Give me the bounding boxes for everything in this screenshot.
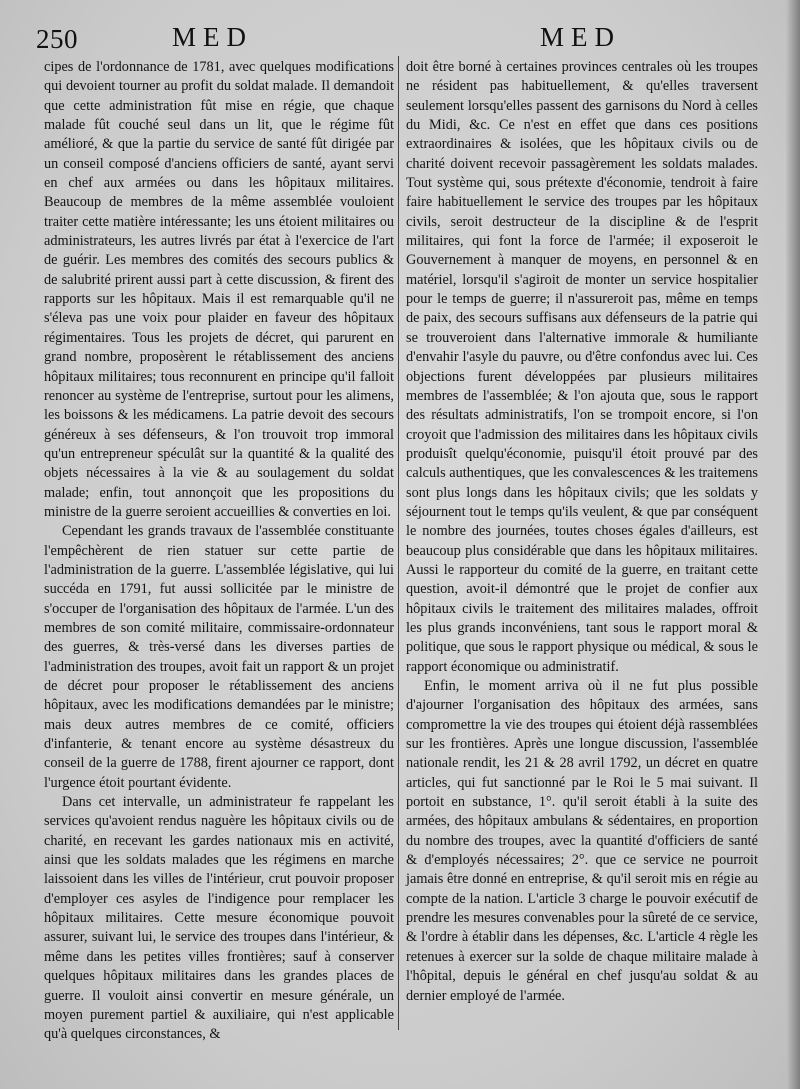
- paragraph: Enfin, le moment arriva où il ne fut plus possible d'ajourner l'organisation des hôpitaux des armées, sans compromettre la vie des troupes qui étoient déjà rassemblées sur les frontières. Après une longue discussion, l'assemblée nationale rendit, les 21 & 28 avril 1792, un décret en quatre articles, qui fut sanctionné par le Roi le 5 mai suivant. Il portoit en substance, 1°. qu'il seroit établi à la suite des armées, des hôpitaux ambulans & sédentaires, en proportion du nombre des troupes, avec la quantité d'officiers de santé & d'employés nécessaires; 2°. que ce service ne pourroit jamais être donné en entreprise, & qu'il seroit mis en régie au compte de la nation. L'article 3 charge le pouvoir exécutif de prendre les mesures convenables pour la sûreté de ce service, & l'ordre à établir dans les dépenses, &c. L'article 4 règle les retenues à exercer sur la solde de chaque militaire malade à l'hôpital, depuis le général en chef jusqu'au soldat & au dernier employé de l'armée.: [406, 678, 758, 1004]
- left-column: [44, 58, 394, 1045]
- page-number: 250: [36, 24, 78, 54]
- right-column: [406, 58, 758, 1006]
- paragraph: doit être borné à certaines provinces centrales où les troupes ne résident pas habituellement, & qu'elles traversent seulement lorsqu'elles passent des garnisons du Nord à celles du Midi, &c. Ce n'est en effet que dans ces positions extraordinaires & isolées, que les hôpitaux civils ou de charité doivent recevoir passagèrement les soldats malades. Tout système qui, sous prétexte d'économie, tendroit à faire faire habituellement le service des troupes par les hôpitaux civils, seroit destructeur de la discipline & de l'esprit militaires, qui font la force de l'armée; il exposeroit le Gouvernement à manquer de moyens, en personnel & en matériel, lorsqu'il s'agiroit de monter un service hospitalier pour le temps de guerre; il n'assureroit pas, même en temps de paix, des secours suffisans aux défenseurs de la patrie qui se trouveroient dans l'alternative immorale & humiliante d'envahir l'asyle du pauvre, ou d'être confondus avec lui. Ces objections furent développées par plusieurs militaires membres de l'assemblée; & l'on ajouta que, sous le rapport des résultats administratifs, l'on se trompoit encore, si l'on croyoit que l'admission des militaires dans les hôpitaux civils produisît quelqu'économie, puisqu'il étoit prouvé par des calculs authentiques, que les convalescences & les traitemens sont plus longs dans les hôpitaux civils; que les soldats y séjournent tout le temps qu'ils veulent, & que par conséquent le nombre des journées, toutes choses égales d'ailleurs, est beaucoup plus considérable que dans les hôpitaux militaires. Aussi le rapporteur du comité de la guerre, en traitant cette question, avoit-il démontré que le projet de confier aux hôpitaux civils le traitement des militaires malades, offroit les plus grands inconvéniens, tant sous le rapport moral & politique, que sous le rapport physique ou médical, & sous le rapport économique ou administratif.: [406, 59, 758, 675]
- paragraph: Cependant les grands travaux de l'assemblée constituante l'empêchèrent de rien statuer sur cette partie de l'administration de la guerre. L'assemblée législative, qui lui succéda en 1791, fut aussi sollicitée par le ministre de s'occuper de l'organisation des hôpitaux de l'armée. L'un des membres de son comité militaire, commissaire-ordonnateur des guerres, & très-versé dans les diverses parties de l'administration des troupes, avoit fait un rapport & un projet de décret pour proposer le rétablissement des anciens hôpitaux, avec les modifications demandées par le ministre; mais deux autres membres de ce comité, officiers d'infanterie, & tenant encore au système désastreux du conseil de la guerre de 1788, firent ajourner ce rapport, dont l'urgence étoit pourtant évidente.: [44, 523, 394, 791]
- page-edge-shadow: [786, 0, 800, 1089]
- running-head-left: MED: [172, 22, 253, 52]
- running-head-right: MED: [540, 22, 621, 52]
- paragraph: cipes de l'ordonnance de 1781, avec quelques modifications qui devoient tourner au profit du soldat malade. Il demandoit que cette administration fût mise en régie, que chaque malade fût couché seul dans un lit, que le régime fût amélioré, & que la partie du service de santé fût dirigée par un conseil composé d'anciens officiers de santé, ayant servi en chef aux armées ou dans les hôpitaux militaires. Beaucoup de membres de la même assemblée vouloient traiter cette matière intéressante; les uns étoient militaires ou administrateurs, les autres livrés par état à l'exercice de l'art de guérir. Les membres des comités des secours publics & de salubrité prirent aussi part à cette discussion, & firent des rapports sur les hôpitaux. Mais il est remarquable qu'il ne s'éleva pas une voix pour plaider en faveur des hôpitaux régimentaires. Tous les projets de décret, qui parurent en grand nombre, proposèrent le rétablissement des anciens hôpitaux militaires; tous reconnurent en principe qu'il falloit renoncer au système de l'entreprise, surtout pour les alimens, les boissons & les médicamens. La patrie devoit des secours généreux à ses défenseurs, & l'on trouvoit trop immoral qu'un entrepreneur spéculât sur la quantité & la qualité des objets nécessaires à la vie & au soulagement du soldat malade; enfin, tout annonçoit que les propositions du ministre de la guerre seroient accueillies & converties en loi.: [44, 59, 394, 520]
- paragraph: Dans cet intervalle, un administrateur fe rappelant les services qu'avoient rendus naguère les hôpitaux civils ou de charité, en recevant les gardes nationaux mis en activité, ainsi que les soldats malades que les régimens en marche laissoient dans les villes de l'intérieur, crut pouvoir proposer d'employer ces asyles de l'indigence pour remplacer les hôpitaux militaires. Cette mesure économique pouvoit assurer, suivant lui, le service des troupes dans l'intérieur, & même dans les petites villes frontières; sauf à conserver quelques hôpitaux militaires dans les grandes places de guerre. Il vouloit ainsi convertir en mesure générale, un moyen purement partiel & auxiliaire, qui n'est applicable qu'à quelques circonstances, &: [44, 794, 394, 1043]
- column-divider: [398, 56, 399, 1030]
